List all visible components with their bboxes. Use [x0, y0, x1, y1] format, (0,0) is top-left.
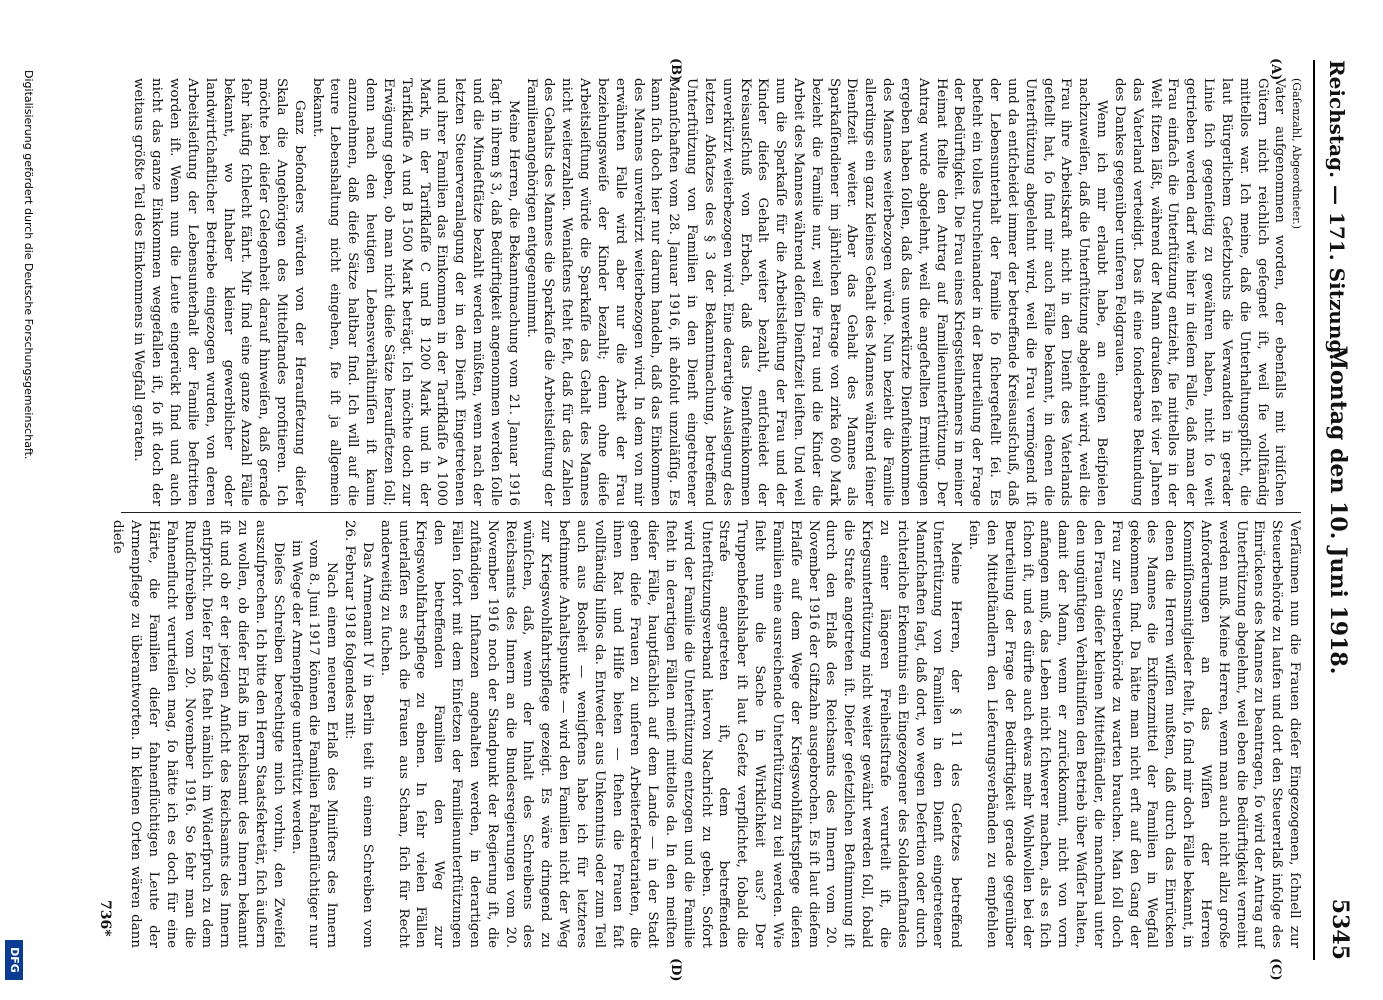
paragraph: Wenn ich mir erlaubt habe, an einigen Beiſpielen nachzuweiſen, daß die Unterſtützung abgelehnt wird, weil die Frau ihre Arbeitskraft nicht in den Dienſt des Vaterlands geſtellt hat, ſo ſind mir auch Fälle bekannt, in denen die Unterſtützung abgelehnt wird, weil die Frau vermögend iſt und da entſcheidet immer der betreffende Kreisausſchuß, daß der Lebensunterhalt der Familie ſo ſichergeſtellt ſei. Es beſteht ein tolles Durcheinander in der Beurteilung der Frage der Bedürftigkeit. Die Frau eines Kriegsteilnehmers in meiner Heimat ſtellte den Antrag auf Familienunterſtützung. Der Antrag wurde abgelehnt, weil die angeſtellten Ermittlungen ergeben haben ſollen, daß das unverkürzte Dienſteinkommen des Mannes weiterbezogen würde. Nun bezieht die Familie allerdings ein ganz kleines Gehalt des Mannes während ſeiner Dienſtzeit weiter. Aber das Gehalt des Mannes als Sparkaſſendiener im jährlichen Betrage von zirka 600 Mark bezieht die Familie nur, weil die Frau und die Kinder die Arbeit des Mannes während deſſen Dienſtzeit leiſten. Und weil nun die Sparkaſſe für die Arbeitsleiſtung der Frau und der Kinder dieſes Gehalt weiter bezahlt, entſcheidet der Kreisausſchuß von Erbach, daß das Dienſteinkommen unverkürzt weiterbezogen wird. Eine derartige Auslegung des letzten Abſatzes des § 3 der Bekanntmachung, betreffend Unterſtützung von Familien in den Dienſt eingetretener Mannſchaften vom 28. Januar 1916, iſt abſolut unzuläſſig. Es kann ſich doch hier nur darum handeln, daß das Einkommen des Mannes unverkürzt weiterbezogen wird. In dem von mir erwähnten Falle wird aber nur die Arbeit der Frau beziehungsweiſe der Kinder bezahlt; denn ohne dieſe Arbeitsleiſtung würde die Sparkaſſe das Gehalt des Mannes nicht weiterzahlen. Weniaſtens ſteht feſt, daß für das Zahlen des Gehalts des Mannes die Sparkaſſe die Arbeitsleiſtung der Familienangehörigen entgegennimmt. [523, 78, 1110, 506]
margin-mark-b: (B) [668, 58, 683, 82]
paragraph: Ganz beſonders würden von der Heraufſetzung dieſer Skala die Angehörigen des Mittelſtandes profitieren. Ich möchte bei dieſer Gelegenheit darauf hinweiſen, daß gerade ſehr häufig ſchlecht fährt. Mir ſind eine ganze Anzahl Fälle bekannt, wo Inhaber kleiner gewerblicher oder landwirtſchaftlicher Betriebe eingezogen wurden, von deren Arbeitsleiſtung der Lebensunterhalt der Familie beſtritten worden iſt. Wenn nun die Leute eingerückt ſind und auch nicht das ganze Einkommen weggefallen iſt, ſo iſt doch der weitaus größte Teil des Einkommens in Wegfall geraten. [131, 78, 307, 506]
paragraph: Meine Herren, der § 11 des Geſetzes betreffend Unterſtützung von Familien in den Dienſt eingetretener Mannſchaften ſagt, daß dort, wo wegen Deſertion oder durch richterliche Erkenntnis ein Eingezogener des Soldatenſtandes zu einer längeren Freiheitsſtrafe verurteilt iſt, die Kriegsunterſtützung nicht weiter gewährt werden ſoll, ſobald die Strafe angetreten iſt. Dieſer geſetzlichen Beſtimmung iſt durch den Erlaß des Reichsamts des Innern vom 20. November 1916 der Giftzahn ausgebrochen. Es iſt laut dieſem Erlaſſe auf dem Wege der Kriegswohlfahrtspflege dieſen Familien eine ausreichende Unterſtützung zu teil werden. Wie ſieht nun die Sache in Wirklichkeit aus? Der Truppenbefehlshaber iſt laut Geſetz verpflichtet, ſobald die Strafe angetreten iſt, dem betreffenden Unterſtützungsverband hiervon Nachricht zu geben. Sofort wird der Familie die Unterſtützung entzogen und die Familie ſteht in derartigen Fällen meiſt mittellos da. In den meiſten dieſer Fälle, hauptſächlich auf dem Lande — in der Stadt gehen dieſe Frauen zu unſeren Arbeiterſekretariaten, die ihnen Rat und Hilfe bieten — ſtehen die Frauen faſt vollſtändig hilflos da. Entweder aus Unkenntnis oder zum Teil auch aus Bosheit — wenigſtens habe ich für letzteres beſtimmte Anhaltspunkte — wird den Familien nicht der Weg zur Kriegswohlfahrtspflege gezeigt. Es wäre dringend zu wünſchen, daß, wenn der Inhalt des Schreibens des Reichsamts des Innern an die Bundesregierungen vom 20. November 1916 noch der Standpunkt der Regierung iſt, die zuſtändigen Inſtanzen angehalten werden, in derartigen Fällen ſofort mit dem Einſetzen der Familienunterſtützungen den betreffenden Familien den Weg zur Kriegswohlfahrtspflege zu ebnen. In ſehr vielen Fällen unterlaſſen es auch die Frauen aus Scham, ſich für Recht anderweitig zu ſuchen. [377, 520, 964, 948]
quotation: Nach einem neueren Erlaß des Miniſters des Innern vom 8. Juni 1917 können die Familien Fahnenflüchtiger nur im Wege der Armenpflege unterſtützt werden. [288, 540, 340, 948]
left-column [123, 78, 1303, 506]
margin-mark-a: (A) [1268, 58, 1283, 81]
header-date: Montag den 10. Juni 1918. [1325, 345, 1351, 675]
paragraph: Dieſes Schreiben berechtigte mich vorhin, den Zweifel auszuſprechen. Ich bitte den Herrn Staatsſekretär, ſich äußern zu wollen, ob dieſer Erlaß im Reichsamt des Innern bekannt iſt und ob er der jetzigen Anſicht des Reichsamts des Innern entſpricht. Dieſer Erlaß ſteht nämlich im Widerſpruch zu dem Rundſchreiben vom 20. November 1916. So ſehr man die Fahnenflucht verurteilen mag, ſo hätte ich es doch für eine Härte, die Familien dieſer fahnenflüchtigen Leute der Armenpflege zu überantworten. In kleinen Orten wären dann dieſe [110, 520, 286, 948]
paragraph: Verſäumen nun die Frauen dieſer Eingezogenen, ſchnell zur Steuerbehörde zu laufen und dort den Steuererlaß infolge des Einrückens des Mannes zu beantragen, ſo wird der Antrag auf Unterſtützung abgelehnt, weil eben die Bedürftigkeit verneint werden muß. Meine Herren, wenn man auch nicht allzu große Anforderungen an das Wiſſen der Herren Kommiſſionsmitglieder ſtellt, ſo ſind mir doch Fälle bekannt, in denen die Herren wiſſen mußten, daß durch das Einrücken des Mannes die Exiſtenzmittel der Familien in Wegfall gekommen ſind. Da hätte man nicht erſt auf den Gang der Frau zur Steuerbehörde zu warten brauchen. Man ſoll doch den Frauen dieſer kleinen Mittelſtändler, die manchmal unter den ungünſtigen Verhältniſſen den Betrieb über Waſſer halten, damit der Mann, wenn er zurückkommt, nicht von vorn anfangen muß, das Leben nicht ſchwerer machen, als es ſich ſchon iſt, und es dürfte auch etwas mehr Wohlwollen bei der Beurteilung der Frage der Bedürftigkeit gerade gegenüber den Mittelſtändlern den Lieferungsverbänden zu empfehlen ſein. [966, 520, 1302, 948]
page-header [1313, 60, 1369, 960]
page-number: 5345 [1327, 898, 1353, 960]
margin-mark-d: (D) [668, 958, 683, 982]
dfg-logo: DFG [5, 940, 23, 980]
paragraph: Vater aufgenommen worden, der ebenfalls mit irdiſchen Gütern nicht reichlich geſegnet iſt, weil ſie vollſtändig mittellos war. Ich meine, daß die Unterhaltungspflicht, die laut Bürgerlichem Geſetzbuchs die Verwandten in gerader Linie ſich gegenſeitig zu gewähren haben, nicht ſo weit getrieben werden darf wie hier in dieſem Falle, daß man der Frau einfach die Unterſtützung entzieht, ſie mittellos in der Welt ſitzen läßt, während der Mann draußen ſeit vier Jahren das Vaterland verteidigt. Das iſt eine ſonderbare Bekundung des Dankes gegenüber unſeren Feldgrauen. [1111, 78, 1288, 506]
digitization-note: Digitalisierung gefördert durch die Deutsche Forschungsgemeinschaft. [22, 70, 35, 460]
column-divider [121, 512, 1301, 513]
right-column [110, 520, 1303, 948]
paragraph: Das Armenamt IV in Berlin teilt in einem Schreiben vom 26. Februar 1918 folgendes mit: [342, 520, 375, 948]
margin-mark-c: (C) [1268, 958, 1283, 981]
header-left: Reichstag. — 171. Sitzung. [1325, 60, 1349, 361]
sheet-number: 736* [97, 900, 113, 937]
speaker-label: (Gaſenzahl, Abgeordneter.) [1290, 78, 1303, 230]
paragraph: Meine Herren, die Bekanntmachung vom 21. Januar 1916 ſagt in ihrem § 3, daß Bedürftigkeit angenommen werden ſolle und die Mindeſtſätze bezahlt werden müßten, wenn nach der letzten Steuerveranlagung der in den Dienſt Eingetretenen und ihrer Familien das Einkommen in der Tarifklaſſe A 1000 Mark, in der Tarifklaſſe C und B 1200 Mark und in der Tarifklaſſe A und B 1500 Mark beträgt. Ich möchte doch zur Erwägung geben, ob man nicht dieſe Sätze heraufſetzen ſoll; denn nach den heutigen Lebensverhältniſſen iſt kaum anzunehmen, daß dieſe Sätze haltbar ſind. Ich will auf die teure Lebenshaltung nicht eingehen, ſie iſt ja allgemein bekannt. [309, 78, 521, 506]
